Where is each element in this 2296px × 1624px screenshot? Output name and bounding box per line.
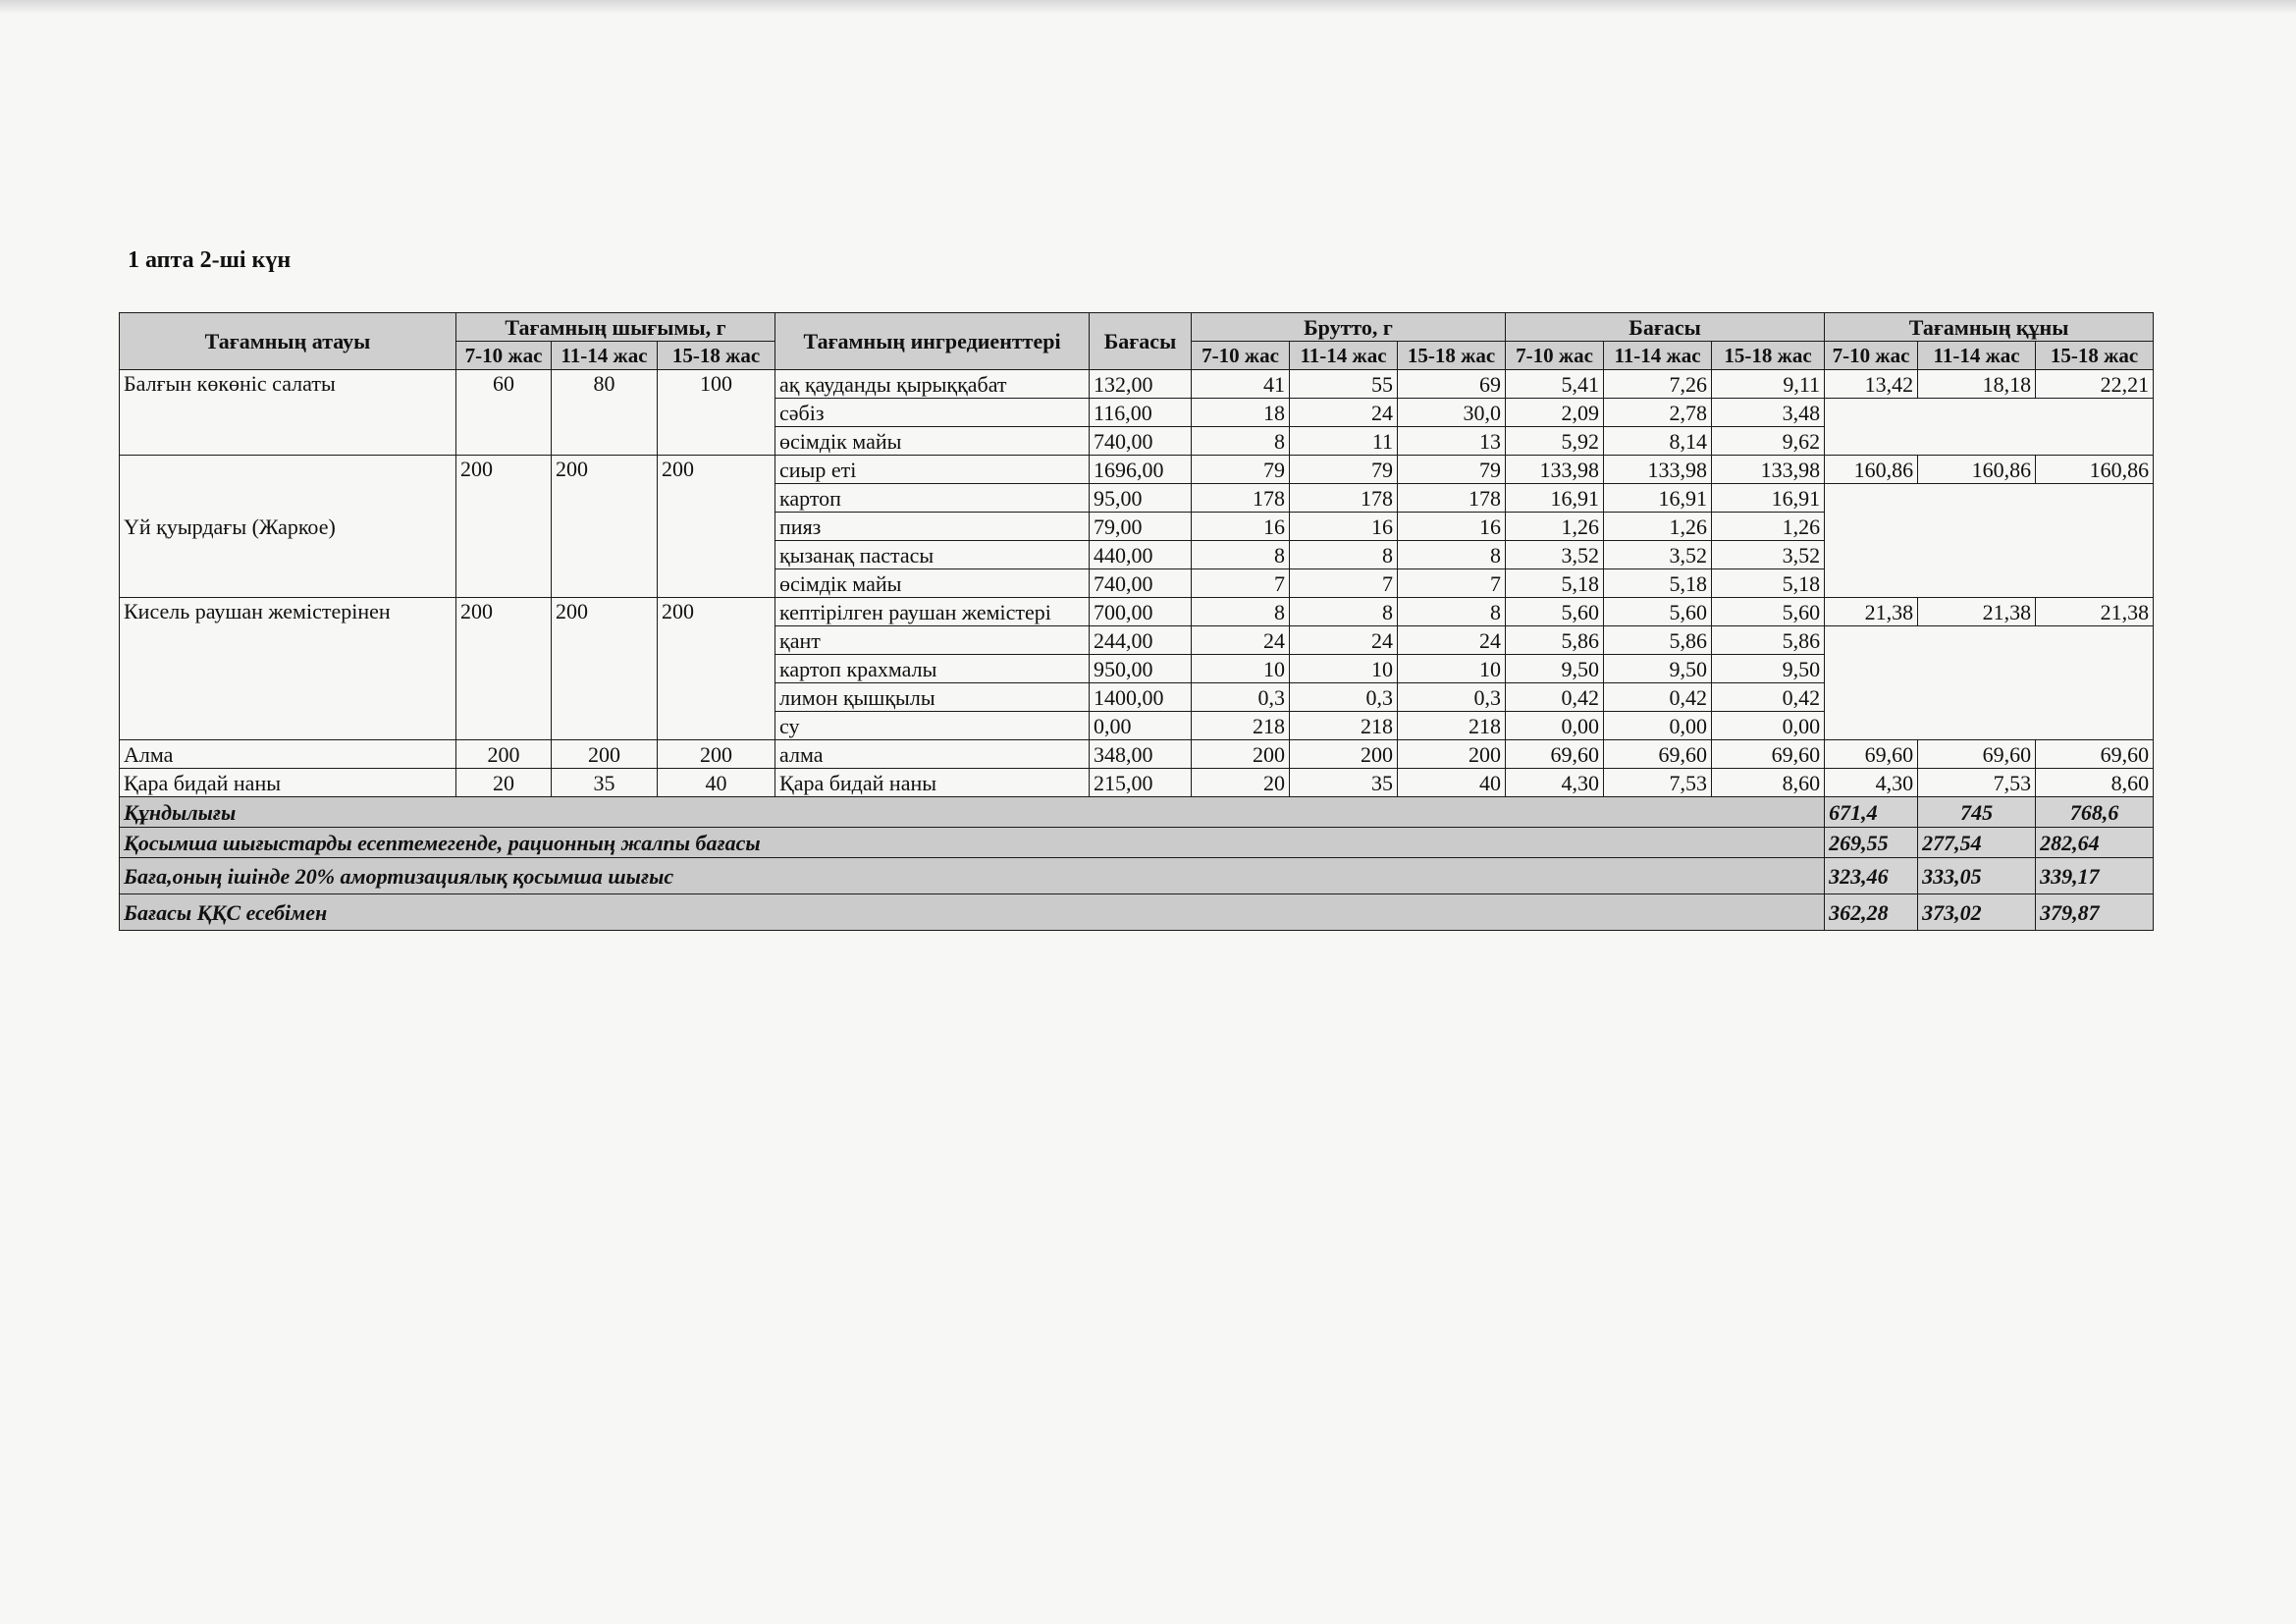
- ingredient-brutto: 41: [1192, 370, 1290, 399]
- ingredient-cost: 8,60: [1712, 769, 1825, 797]
- dish-cost-blank: [1825, 626, 2154, 740]
- ingredient-brutto: 79: [1192, 456, 1290, 484]
- ingredient-cost: 4,30: [1506, 769, 1604, 797]
- ingredient-name: сиыр еті: [775, 456, 1090, 484]
- ingredient-price: 244,00: [1090, 626, 1192, 655]
- dish-cost-blank: [1825, 399, 2154, 456]
- dish-output: 200: [456, 598, 552, 740]
- header-brutto-age-11-14: 11-14 жас: [1290, 342, 1398, 370]
- ingredient-name: сәбіз: [775, 399, 1090, 427]
- dish-cost: 18,18: [1918, 370, 2036, 399]
- dish-output: 200: [552, 598, 658, 740]
- summary-row: [120, 828, 2154, 858]
- table-row: [120, 456, 2154, 484]
- ingredient-cost: 1,26: [1712, 513, 1825, 541]
- scan-edge-shadow: [0, 0, 2296, 14]
- header-dish-cost-age-11-14: 11-14 жас: [1918, 342, 2036, 370]
- summary-row: [120, 797, 2154, 828]
- ingredient-price: 740,00: [1090, 427, 1192, 456]
- ingredient-brutto: 8: [1192, 541, 1290, 569]
- ingredient-cost: 69,60: [1712, 740, 1825, 769]
- ingredient-brutto: 7: [1290, 569, 1398, 598]
- ingredient-name: өсімдік майы: [775, 569, 1090, 598]
- dish-output: 35: [552, 769, 658, 797]
- dish-output: 100: [658, 370, 775, 456]
- ingredient-price: 132,00: [1090, 370, 1192, 399]
- ingredient-brutto: 79: [1290, 456, 1398, 484]
- ingredient-brutto: 178: [1192, 484, 1290, 513]
- ingredient-cost: 5,86: [1604, 626, 1712, 655]
- ingredient-cost: 9,50: [1712, 655, 1825, 683]
- ingredient-brutto: 24: [1192, 626, 1290, 655]
- ingredient-cost: 2,09: [1506, 399, 1604, 427]
- ingredient-cost: 9,11: [1712, 370, 1825, 399]
- ingredient-brutto: 30,0: [1398, 399, 1506, 427]
- dish-name: Қара бидай наны: [120, 769, 456, 797]
- ingredient-cost: 133,98: [1506, 456, 1604, 484]
- ingredient-cost: 8,14: [1604, 427, 1712, 456]
- ingredient-cost: 3,52: [1604, 541, 1712, 569]
- ingredient-price: 0,00: [1090, 712, 1192, 740]
- summary-value: 323,46: [1825, 858, 1918, 894]
- ingredient-brutto: 8: [1290, 541, 1398, 569]
- dish-cost: 160,86: [1825, 456, 1918, 484]
- ingredient-cost: 2,78: [1604, 399, 1712, 427]
- table-body: [120, 370, 2154, 931]
- ingredient-cost: 3,48: [1712, 399, 1825, 427]
- ingredient-brutto: 20: [1192, 769, 1290, 797]
- header-brutto-age-15-18: 15-18 жас: [1398, 342, 1506, 370]
- ingredient-name: Қара бидай наны: [775, 769, 1090, 797]
- summary-value: 277,54: [1918, 828, 2036, 858]
- dish-cost: 21,38: [2036, 598, 2154, 626]
- ingredient-cost: 69,60: [1604, 740, 1712, 769]
- header-price: Бағасы: [1090, 313, 1192, 370]
- ingredient-brutto: 24: [1290, 626, 1398, 655]
- header-dish-cost-age-15-18: 15-18 жас: [2036, 342, 2154, 370]
- header-output-age-7-10: 7-10 жас: [456, 342, 552, 370]
- dish-cost: 69,60: [1918, 740, 2036, 769]
- ingredient-brutto: 11: [1290, 427, 1398, 456]
- ingredient-name: қант: [775, 626, 1090, 655]
- header-output-age-15-18: 15-18 жас: [658, 342, 775, 370]
- ingredient-brutto: 7: [1192, 569, 1290, 598]
- header-output-age-11-14: 11-14 жас: [552, 342, 658, 370]
- ingredient-cost: 16,91: [1506, 484, 1604, 513]
- ingredient-brutto: 178: [1290, 484, 1398, 513]
- ingredient-brutto: 200: [1290, 740, 1398, 769]
- ingredient-brutto: 218: [1290, 712, 1398, 740]
- ingredient-name: кептірілген раушан жемістері: [775, 598, 1090, 626]
- ingredient-name: ақ қауданды қырыққабат: [775, 370, 1090, 399]
- table-row: [120, 769, 2154, 797]
- ingredient-brutto: 0,3: [1290, 683, 1398, 712]
- ingredient-price: 740,00: [1090, 569, 1192, 598]
- ingredient-name: лимон қышқылы: [775, 683, 1090, 712]
- summary-value: 768,6: [2036, 797, 2154, 828]
- ingredient-cost: 5,86: [1712, 626, 1825, 655]
- dish-cost: 21,38: [1918, 598, 2036, 626]
- summary-value: 269,55: [1825, 828, 1918, 858]
- ingredient-name: су: [775, 712, 1090, 740]
- ingredient-brutto: 16: [1192, 513, 1290, 541]
- dish-cost-blank: [1825, 484, 2154, 598]
- ingredient-cost: 1,26: [1604, 513, 1712, 541]
- dish-cost: 13,42: [1825, 370, 1918, 399]
- ingredient-cost: 3,52: [1712, 541, 1825, 569]
- summary-value: 373,02: [1918, 894, 2036, 931]
- ingredient-name: картоп: [775, 484, 1090, 513]
- ingredient-brutto: 7: [1398, 569, 1506, 598]
- ingredient-price: 95,00: [1090, 484, 1192, 513]
- ingredient-brutto: 8: [1398, 598, 1506, 626]
- ingredient-cost: 5,18: [1506, 569, 1604, 598]
- table-row: [120, 740, 2154, 769]
- ingredient-price: 1696,00: [1090, 456, 1192, 484]
- summary-label: Қосымша шығыстарды есептемегенде, рационның жалпы бағасы: [120, 828, 1825, 858]
- ingredient-cost: 3,52: [1506, 541, 1604, 569]
- dish-output: 200: [658, 456, 775, 598]
- ingredient-brutto: 8: [1192, 598, 1290, 626]
- ingredient-cost: 9,50: [1506, 655, 1604, 683]
- ingredient-cost: 1,26: [1506, 513, 1604, 541]
- ingredient-price: 116,00: [1090, 399, 1192, 427]
- ingredient-cost: 0,00: [1506, 712, 1604, 740]
- ingredient-brutto: 35: [1290, 769, 1398, 797]
- ingredient-brutto: 69: [1398, 370, 1506, 399]
- summary-value: 745: [1918, 797, 2036, 828]
- ingredient-cost: 133,98: [1712, 456, 1825, 484]
- ingredient-price: 950,00: [1090, 655, 1192, 683]
- table-header: [120, 313, 2154, 370]
- dish-output: 60: [456, 370, 552, 456]
- dish-name: Алма: [120, 740, 456, 769]
- ingredient-price: 440,00: [1090, 541, 1192, 569]
- ingredient-name: пияз: [775, 513, 1090, 541]
- summary-value: 333,05: [1918, 858, 2036, 894]
- dish-cost: 7,53: [1918, 769, 2036, 797]
- summary-label: Құндылығы: [120, 797, 1825, 828]
- ingredient-cost: 9,62: [1712, 427, 1825, 456]
- ingredient-brutto: 8: [1192, 427, 1290, 456]
- summary-value: 671,4: [1825, 797, 1918, 828]
- dish-output: 80: [552, 370, 658, 456]
- header-cost-age-15-18: 15-18 жас: [1712, 342, 1825, 370]
- ingredient-cost: 7,26: [1604, 370, 1712, 399]
- ingredient-brutto: 8: [1398, 541, 1506, 569]
- ingredient-cost: 9,50: [1604, 655, 1712, 683]
- header-brutto: Брутто, г: [1192, 313, 1506, 342]
- ingredient-cost: 5,18: [1712, 569, 1825, 598]
- ingredient-brutto: 200: [1398, 740, 1506, 769]
- dish-name: Балғын көкөніс салаты: [120, 370, 456, 456]
- ingredient-cost: 0,00: [1712, 712, 1825, 740]
- ingredient-brutto: 16: [1398, 513, 1506, 541]
- ingredient-cost: 16,91: [1604, 484, 1712, 513]
- ingredient-cost: 133,98: [1604, 456, 1712, 484]
- ingredient-cost: 69,60: [1506, 740, 1604, 769]
- summary-label: Бағасы ҚҚС есебімен: [120, 894, 1825, 931]
- ingredient-brutto: 10: [1398, 655, 1506, 683]
- ingredient-cost: 5,60: [1604, 598, 1712, 626]
- ingredient-cost: 0,00: [1604, 712, 1712, 740]
- dish-cost: 22,21: [2036, 370, 2154, 399]
- ingredient-brutto: 8: [1290, 598, 1398, 626]
- ingredient-price: 215,00: [1090, 769, 1192, 797]
- summary-value: 379,87: [2036, 894, 2154, 931]
- ingredient-brutto: 0,3: [1192, 683, 1290, 712]
- summary-row: [120, 894, 2154, 931]
- dish-output: 200: [658, 740, 775, 769]
- ingredient-brutto: 18: [1192, 399, 1290, 427]
- ingredient-brutto: 218: [1192, 712, 1290, 740]
- ingredient-brutto: 13: [1398, 427, 1506, 456]
- dish-output: 200: [456, 456, 552, 598]
- header-brutto-age-7-10: 7-10 жас: [1192, 342, 1290, 370]
- summary-label: Баға,оның ішінде 20% амортизациялық қосымша шығыс: [120, 858, 1825, 894]
- header-cost-age-7-10: 7-10 жас: [1506, 342, 1604, 370]
- ingredient-name: қызанақ пастасы: [775, 541, 1090, 569]
- header-dish-cost-age-7-10: 7-10 жас: [1825, 342, 1918, 370]
- ingredient-brutto: 10: [1192, 655, 1290, 683]
- summary-value: 339,17: [2036, 858, 2154, 894]
- table-row: [120, 370, 2154, 399]
- ingredient-brutto: 24: [1290, 399, 1398, 427]
- dish-cost: 4,30: [1825, 769, 1918, 797]
- summary-row: [120, 858, 2154, 894]
- header-dish-cost: Тағамның құны: [1825, 313, 2154, 342]
- dish-output: 40: [658, 769, 775, 797]
- ingredient-cost: 0,42: [1604, 683, 1712, 712]
- ingredient-price: 79,00: [1090, 513, 1192, 541]
- dish-name: Үй қуырдағы (Жаркое): [120, 456, 456, 598]
- ingredient-cost: 5,92: [1506, 427, 1604, 456]
- dish-output: 200: [552, 456, 658, 598]
- ingredient-brutto: 79: [1398, 456, 1506, 484]
- ingredient-cost: 5,18: [1604, 569, 1712, 598]
- ingredient-cost: 0,42: [1506, 683, 1604, 712]
- ingredient-cost: 5,60: [1506, 598, 1604, 626]
- ingredient-cost: 5,41: [1506, 370, 1604, 399]
- ingredient-name: алма: [775, 740, 1090, 769]
- summary-value: 282,64: [2036, 828, 2154, 858]
- ingredient-brutto: 16: [1290, 513, 1398, 541]
- dish-cost: 69,60: [1825, 740, 1918, 769]
- menu-cost-table: [119, 312, 2154, 931]
- ingredient-cost: 7,53: [1604, 769, 1712, 797]
- header-output: Тағамның шығымы, г: [456, 313, 775, 342]
- header-dish-name: Тағамның атауы: [120, 313, 456, 370]
- summary-value: 362,28: [1825, 894, 1918, 931]
- dish-output: 20: [456, 769, 552, 797]
- ingredient-cost: 0,42: [1712, 683, 1825, 712]
- ingredient-brutto: 218: [1398, 712, 1506, 740]
- dish-name: Кисель раушан жемістерінен: [120, 598, 456, 740]
- dish-output: 200: [552, 740, 658, 769]
- dish-output: 200: [456, 740, 552, 769]
- ingredient-cost: 5,60: [1712, 598, 1825, 626]
- ingredient-cost: 5,86: [1506, 626, 1604, 655]
- dish-cost: 69,60: [2036, 740, 2154, 769]
- ingredient-price: 348,00: [1090, 740, 1192, 769]
- ingredient-price: 700,00: [1090, 598, 1192, 626]
- ingredient-brutto: 178: [1398, 484, 1506, 513]
- ingredient-name: өсімдік майы: [775, 427, 1090, 456]
- dish-cost: 8,60: [2036, 769, 2154, 797]
- ingredient-name: картоп крахмалы: [775, 655, 1090, 683]
- ingredient-cost: 16,91: [1712, 484, 1825, 513]
- dish-cost: 160,86: [2036, 456, 2154, 484]
- header-ingredients: Тағамның ингредиенттері: [775, 313, 1090, 370]
- table-row: [120, 598, 2154, 626]
- page-title: 1 апта 2-ші күн: [128, 247, 292, 273]
- header-cost-age-11-14: 11-14 жас: [1604, 342, 1712, 370]
- ingredient-brutto: 0,3: [1398, 683, 1506, 712]
- dish-output: 200: [658, 598, 775, 740]
- ingredient-brutto: 55: [1290, 370, 1398, 399]
- ingredient-brutto: 200: [1192, 740, 1290, 769]
- ingredient-brutto: 24: [1398, 626, 1506, 655]
- ingredient-brutto: 10: [1290, 655, 1398, 683]
- ingredient-brutto: 40: [1398, 769, 1506, 797]
- dish-cost: 160,86: [1918, 456, 2036, 484]
- dish-cost: 21,38: [1825, 598, 1918, 626]
- header-cost: Бағасы: [1506, 313, 1825, 342]
- ingredient-price: 1400,00: [1090, 683, 1192, 712]
